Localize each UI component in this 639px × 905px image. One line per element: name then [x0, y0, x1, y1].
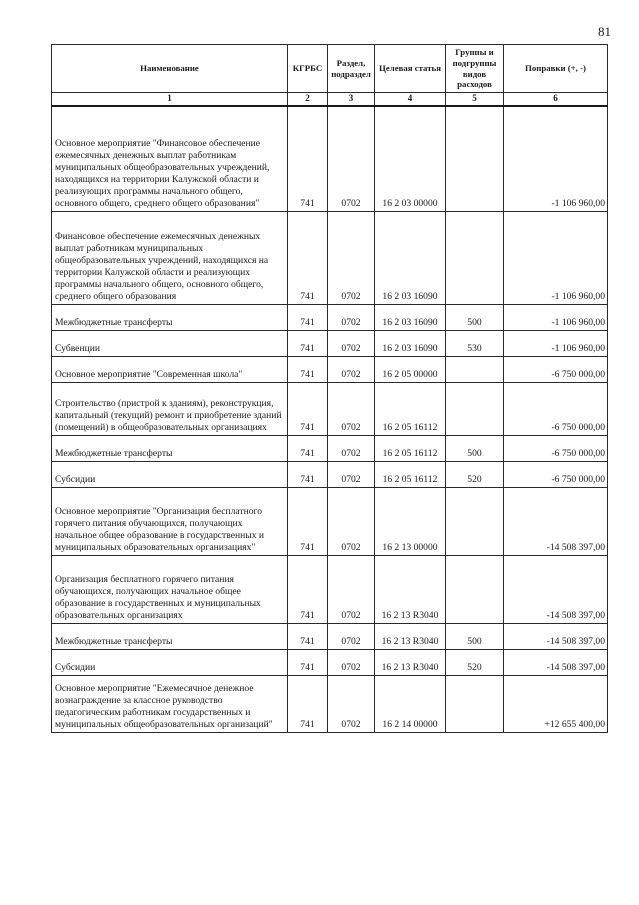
row-kgrbs: 741: [288, 555, 328, 623]
row-section: 0702: [328, 555, 375, 623]
row-amount: -6 750 000,00: [504, 356, 608, 382]
row-kgrbs: 741: [288, 304, 328, 330]
row-kgrbs: 741: [288, 106, 328, 211]
row-section: 0702: [328, 356, 375, 382]
header-groups: Группы и подгруппы видов расходов: [446, 45, 504, 93]
row-name: Субвенции: [52, 330, 288, 356]
table-row: [52, 382, 608, 435]
row-group: [446, 356, 504, 382]
row-amount: -6 750 000,00: [504, 435, 608, 461]
row-target: 16 2 13 R3040: [375, 555, 446, 623]
budget-amendments-table: [51, 44, 608, 733]
header-target: Целевая статья: [375, 45, 446, 93]
row-group: [446, 382, 504, 435]
row-kgrbs: 741: [288, 211, 328, 304]
column-number: 5: [446, 93, 504, 107]
row-target: 16 2 05 16112: [375, 382, 446, 435]
row-section: 0702: [328, 461, 375, 487]
row-kgrbs: 741: [288, 649, 328, 675]
row-group: 500: [446, 304, 504, 330]
row-kgrbs: 741: [288, 356, 328, 382]
page-number: 81: [598, 24, 611, 39]
row-group: [446, 106, 504, 211]
table-row: [52, 356, 608, 382]
row-kgrbs: 741: [288, 487, 328, 555]
row-section: 0702: [328, 211, 375, 304]
row-name: Межбюджетные трансферты: [52, 304, 288, 330]
row-group: 500: [446, 435, 504, 461]
row-target: 16 2 05 16112: [375, 461, 446, 487]
row-group: 520: [446, 649, 504, 675]
header-row: [52, 45, 608, 93]
column-number: 1: [52, 93, 288, 107]
row-section: 0702: [328, 487, 375, 555]
header-section: Раздел, подраздел: [328, 45, 375, 93]
row-section: 0702: [328, 106, 375, 211]
row-kgrbs: 741: [288, 435, 328, 461]
header-kgrbs: КГРБС: [288, 45, 328, 93]
row-group: 530: [446, 330, 504, 356]
row-group: [446, 675, 504, 732]
row-target: 16 2 03 16090: [375, 304, 446, 330]
row-section: 0702: [328, 623, 375, 649]
table-row: [52, 649, 608, 675]
column-number: 6: [504, 93, 608, 107]
row-target: 16 2 13 R3040: [375, 623, 446, 649]
row-group: [446, 211, 504, 304]
row-target: 16 2 13 00000: [375, 487, 446, 555]
row-target: 16 2 03 16090: [375, 211, 446, 304]
row-section: 0702: [328, 435, 375, 461]
row-amount: -6 750 000,00: [504, 382, 608, 435]
row-name: Организация бесплатного горячего питания обучающихся, получающих начальное общее образование в государственных и муниципальных образовательных организациях: [52, 555, 288, 623]
row-kgrbs: 741: [288, 382, 328, 435]
row-amount: -1 106 960,00: [504, 304, 608, 330]
table-row: [52, 623, 608, 649]
row-target: 16 2 13 R3040: [375, 649, 446, 675]
row-name: Строительство (пристрой к зданиям), реконструкция, капитальный (текущий) ремонт и приобретение зданий (помещений) в общеобразовательных организациях: [52, 382, 288, 435]
row-amount: -14 508 397,00: [504, 555, 608, 623]
table-row: [52, 555, 608, 623]
row-name: Межбюджетные трансферты: [52, 623, 288, 649]
row-section: 0702: [328, 330, 375, 356]
row-section: 0702: [328, 382, 375, 435]
row-name: Основное мероприятие "Финансовое обеспечение ежемесячных денежных выплат работникам муниципальных общеобразовательных учреждений, находящихся на территории Калужской области и реализующих программы начального общего, основного общего, среднего общего образования": [52, 106, 288, 211]
row-kgrbs: 741: [288, 330, 328, 356]
row-target: 16 2 03 16090: [375, 330, 446, 356]
row-amount: -1 106 960,00: [504, 106, 608, 211]
row-group: 500: [446, 623, 504, 649]
column-number: 3: [328, 93, 375, 107]
row-amount: -6 750 000,00: [504, 461, 608, 487]
header-name: Наименование: [52, 45, 288, 93]
row-target: 16 2 14 00000: [375, 675, 446, 732]
row-name: Межбюджетные трансферты: [52, 435, 288, 461]
row-name: Финансовое обеспечение ежемесячных денежных выплат работникам муниципальных общеобразовательных учреждений, находящихся на территории Калужской области и реализующих программы начального общего, основного общего, среднего общего образования: [52, 211, 288, 304]
table-row: [52, 304, 608, 330]
column-number: 4: [375, 93, 446, 107]
table-row: [52, 487, 608, 555]
row-kgrbs: 741: [288, 461, 328, 487]
table-row: [52, 675, 608, 732]
row-amount: +12 655 400,00: [504, 675, 608, 732]
table-row: [52, 211, 608, 304]
row-group: 520: [446, 461, 504, 487]
row-group: [446, 555, 504, 623]
row-amount: -1 106 960,00: [504, 211, 608, 304]
row-name: Основное мероприятие "Организация бесплатного горячего питания обучающихся, получающих начальное общее образование в государственных и муниципальных образовательных организациях": [52, 487, 288, 555]
row-kgrbs: 741: [288, 623, 328, 649]
row-kgrbs: 741: [288, 675, 328, 732]
row-group: [446, 487, 504, 555]
row-amount: -1 106 960,00: [504, 330, 608, 356]
row-section: 0702: [328, 675, 375, 732]
row-target: 16 2 05 16112: [375, 435, 446, 461]
row-name: Субсидии: [52, 461, 288, 487]
header-amendments: Поправки (+, -): [504, 45, 608, 93]
row-section: 0702: [328, 304, 375, 330]
row-name: Основное мероприятие "Ежемесячное денежное вознаграждение за классное руководство педагогическим работникам государственных и муниципальных общеобразовательных организаций": [52, 675, 288, 732]
row-amount: -14 508 397,00: [504, 649, 608, 675]
row-name: Субсидии: [52, 649, 288, 675]
row-target: 16 2 05 00000: [375, 356, 446, 382]
table-row: [52, 106, 608, 211]
table-row: [52, 461, 608, 487]
row-name: Основное мероприятие "Современная школа": [52, 356, 288, 382]
column-number: 2: [288, 93, 328, 107]
row-target: 16 2 03 00000: [375, 106, 446, 211]
row-amount: -14 508 397,00: [504, 623, 608, 649]
table-row: [52, 435, 608, 461]
table-row: [52, 330, 608, 356]
column-number-row: [52, 93, 608, 107]
row-amount: -14 508 397,00: [504, 487, 608, 555]
row-section: 0702: [328, 649, 375, 675]
